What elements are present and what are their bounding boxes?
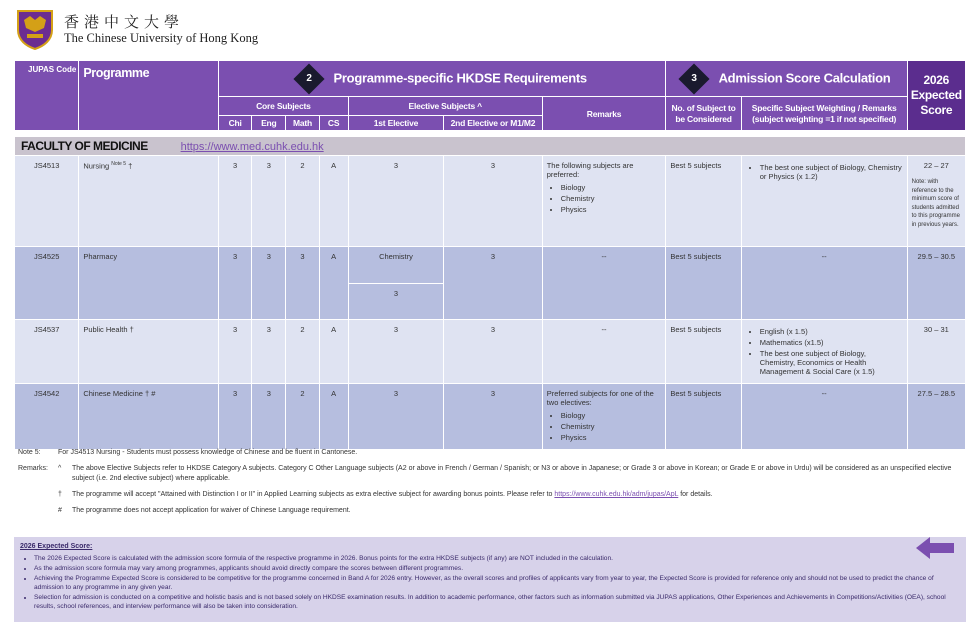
chi-level: 3 [219,247,252,320]
remarks-cell: The following subjects are preferred: • Biology • Chemistry • Physics [542,156,666,247]
left-arrow-icon [916,537,954,559]
faculty-name: FACULTY OF MEDICINE [21,139,148,153]
elective-1-level: 3 [348,284,443,320]
table-row [15,320,966,384]
num-subjects: Best 5 subjects [666,384,741,450]
header-eng: Eng [252,116,286,131]
university-name-english: The Chinese University of Hong Kong [64,30,259,45]
header-section-3 [666,61,907,97]
weighting-cell: -- [741,384,907,450]
elective-2-level: 3 [444,384,543,450]
dagger-remark: The programme will accept "Attained with Distinction I or II" in Applied Learning subjects as extra elective subject for awarding bonus points. Please refer to https://www.cuhk.edu.hk/adm/jupas/ApL for details. [72,491,713,498]
remarks-cell: -- [542,320,666,384]
header-jupas-code: JUPAS Code [15,61,79,131]
programme-code: JS4513 [15,156,79,247]
caret-remark: The above Elective Subjects refer to HKDSE Category A subjects. Category C Other Language subjects (A2 or above in French / German / Spanish; or N3 or above in Japanese; or Grade 3 or above in Korean; or Grade E or above in Urdu) will be considered as an unspecified elective subject (i.e. 2nd elective subject) where applicable. [72,465,952,482]
programme-name: Nursing $^{Note 5}$ † [79,156,219,247]
expected-score-item: • Selection for admission is conducted on a competitive and holistic basis and is not based solely on HKDSE examination results. In addition to academic performance, other factors such as information submitted via JUPAS applications, Other Experiences and Achievements in Competitions/Activities (OEA), school results, school references, and interview performance will also be taken into consideration. [34,593,960,611]
weighting-cell: • English (x 1.5) • Mathematics (x1.5) • The best one subject of Biology, Chemistry, Economics or Health Management & Social Care (x 1.5) [741,320,907,384]
elective-2-level: 3 [444,156,543,247]
num-subjects: Best 5 subjects [666,320,741,384]
university-crest-icon [14,8,56,50]
header-section-2 [219,61,666,97]
note-5-label: Note 5: [18,449,41,456]
programme-code: JS4537 [15,320,79,384]
expected-score-item: • As the admission score formula may vary among programmes, applicants should avoid directly compare the scores between different programmes. [34,564,960,573]
elective-1-level: 3 [348,156,443,247]
note-5-text: For JS4513 Nursing - Students must possess knowledge of Chinese and be fluent in Cantonese. [58,449,358,456]
cs-level: A [319,320,348,384]
chi-level: 3 [219,384,252,450]
num-subjects: Best 5 subjects [666,156,741,247]
faculty-bar [15,137,966,156]
section-2-title: Programme-specific HKDSE Requirements [333,69,587,85]
expected-score-title: 2026 Expected Score: [20,543,93,550]
table-row [15,156,966,247]
caret-symbol: ^ [58,465,62,472]
cs-level: A [319,156,348,247]
header-expected-score: 2026 Expected Score [907,61,965,131]
math-level: 2 [286,320,319,384]
elective-2-level: 3 [444,320,543,384]
header-elective-1: 1st Elective [348,116,443,131]
elective-2-level: 3 [444,247,543,320]
notes-section [18,448,958,518]
programme-name: Pharmacy [79,247,219,320]
expected-score-item: • Achieving the Programme Expected Score is considered to be competitive for the programme concerned in Band A for 2026 entry. However, as the overall scores and profiles of applicants vary from year to year, the Expected Score is provided for reference only and should not be used to predict the chance of admission to any programme in any given year. [34,574,960,592]
table-row [15,384,966,450]
header-chi: Chi [219,116,252,131]
header-core-subjects: Core Subjects [219,97,349,116]
table-row [15,247,966,284]
header-programme: Programme [79,61,219,131]
hash-symbol: # [58,507,62,514]
programme-requirements-table [14,60,966,450]
hash-remark: The programme does not accept application for waiver of Chinese Language requirement. [72,507,351,514]
section-2-badge: 2 [293,63,324,94]
eng-level: 3 [252,247,286,320]
header-elective-2: 2nd Elective or M1/M2 [444,116,543,131]
math-level: 2 [286,156,319,247]
apl-link[interactable]: https://www.cuhk.edu.hk/adm/jupas/ApL [554,491,679,498]
chi-level: 3 [219,320,252,384]
header-math: Math [286,116,319,131]
eng-level: 3 [252,156,286,247]
eng-level: 3 [252,384,286,450]
expected-score: 27.5 – 28.5 [907,384,965,450]
header-elective-subjects: Elective Subjects ^ [348,97,542,116]
faculty-website-link[interactable]: https://www.med.cuhk.edu.hk [180,141,324,153]
expected-score-info-box [14,537,966,622]
remarks-cell: -- [542,247,666,320]
header-cs: CS [319,116,348,131]
expected-score: 29.5 – 30.5 [907,247,965,320]
dagger-symbol: † [58,491,62,498]
cs-level: A [319,384,348,450]
programme-code: JS4525 [15,247,79,320]
math-level: 3 [286,247,319,320]
cs-level: A [319,247,348,320]
weighting-cell: -- [741,247,907,320]
weighting-cell: • The best one subject of Biology, Chemistry or Physics (x 1.2) [741,156,907,247]
header-num-subjects: No. of Subject to be Considered [666,97,741,131]
header-remarks: Remarks [542,97,666,131]
math-level: 2 [286,384,319,450]
section-3-title: Admission Score Calculation [718,69,891,85]
header-weighting: Specific Subject Weighting / Remarks (subject weighting =1 if not specified) [741,97,907,131]
university-name-chinese: 香港中文大學 [64,12,185,31]
elective-1-subject: Chemistry [348,247,443,284]
expected-score: 30 – 31 [907,320,965,384]
expected-score: 22 – 27 Note: with reference to the minimum score of students admitted to this programme in previous years. [907,156,965,247]
eng-level: 3 [252,320,286,384]
programme-name: Chinese Medicine † # [79,384,219,450]
programme-code: JS4542 [15,384,79,450]
num-subjects: Best 5 subjects [666,247,741,320]
elective-1-level: 3 [348,384,443,450]
chi-level: 3 [219,156,252,247]
remarks-label: Remarks: [18,465,48,472]
elective-1-level: 3 [348,320,443,384]
university-logo [14,8,258,50]
expected-score-item: • The 2026 Expected Score is calculated with the admission score formula of the respective programme in 2026. Bonus points for the extra HKDSE subjects (if any) are NOT included in the calculation. [34,554,960,563]
programme-name: Public Health † [79,320,219,384]
section-3-badge: 3 [678,63,709,94]
remarks-cell: Preferred subjects for one of the two electives: • Biology • Chemistry • Physics [542,384,666,450]
